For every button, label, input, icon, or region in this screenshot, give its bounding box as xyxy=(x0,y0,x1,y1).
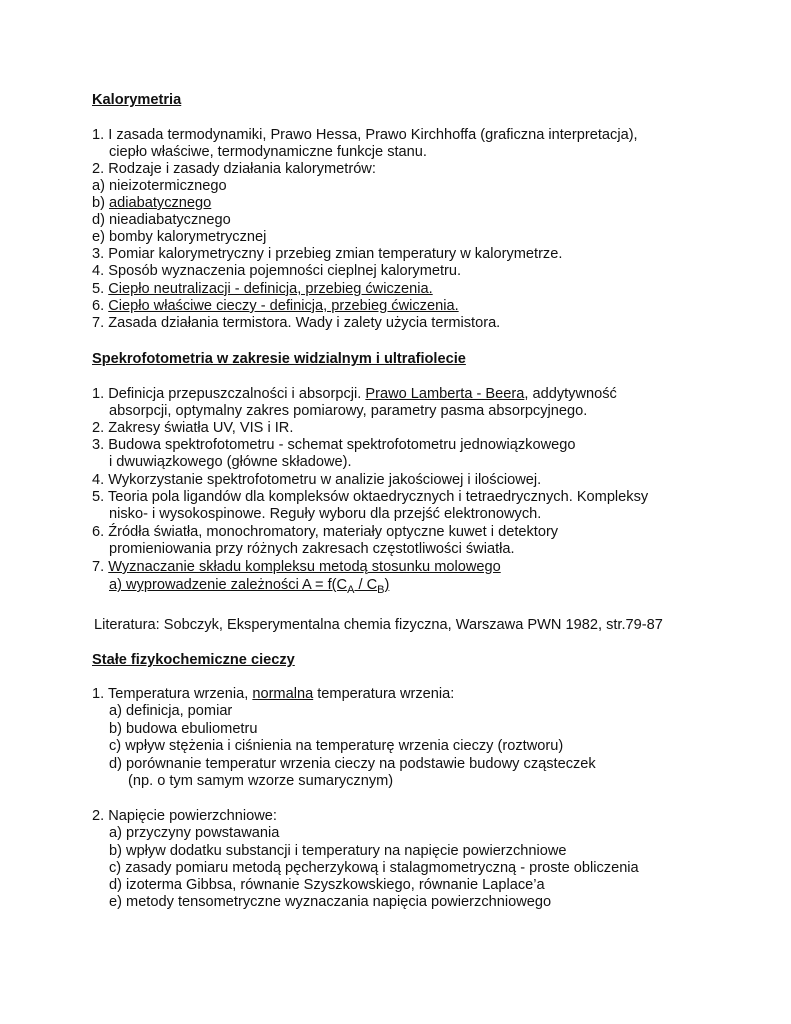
item-prefix: 5. xyxy=(92,281,109,297)
literature-reference: Literatura: Sobczyk, Eksperymentalna chemia fizyczna, Warszawa PWN 1982, str.79-87 xyxy=(94,617,663,633)
section-title-spektrofotometria: Spekrofotometria w zakresie widzialnym i ultrafiolecie xyxy=(92,351,466,367)
list-item: d) porównanie temperatur wrzenia cieczy na podstawie budowy cząsteczek xyxy=(109,756,596,772)
list-item: 5. Teoria pola ligandów dla kompleksów oktaedrycznych i tetraedrycznych. Kompleksy xyxy=(92,489,649,505)
list-item: i dwuwiązkowego (główne składowe). xyxy=(109,454,352,470)
list-item: 3. Pomiar kalorymetryczny i przebieg zmian temperatury w kalorymetrze. xyxy=(92,246,563,262)
underlined-term: adiabatycznego xyxy=(109,195,212,211)
subscript-b: B xyxy=(377,584,385,596)
subscript-a: A xyxy=(347,584,355,596)
underlined-term: normalna xyxy=(252,686,314,702)
list-item: d) izoterma Gibbsa, równanie Szyszkowskiego, równanie Laplace’a xyxy=(109,877,545,893)
item-prefix: 7. xyxy=(92,559,109,575)
underlined-term: Prawo Lamberta - Beera xyxy=(365,386,525,402)
list-item: e) metody tensometryczne wyznaczania napięcia powierzchniowego xyxy=(109,894,552,910)
list-item: nisko- i wysokospinowe. Reguły wyboru dla przejść elektronowych. xyxy=(109,506,542,522)
list-item: 4. Wykorzystanie spektrofotometru w analizie jakościowej i ilościowej. xyxy=(92,472,542,488)
list-item: a) nieizotermicznego xyxy=(92,178,227,194)
underlined-term: Wyznaczanie składu kompleksu metodą stosunku molowego xyxy=(108,559,501,575)
list-item xyxy=(92,281,433,298)
list-item: 1. I zasada termodynamiki, Prawo Hessa, Prawo Kirchhoffa (graficzna interpretacja), xyxy=(92,127,638,143)
list-item: 3. Budowa spektrofotometru - schemat spektrofotometru jednowiązkowego xyxy=(92,437,576,453)
section-title-kalorymetria: Kalorymetria xyxy=(92,92,182,108)
formula-divider: / C xyxy=(354,577,378,593)
list-item: a) przyczyny powstawania xyxy=(109,825,280,841)
list-item: c) wpływ stężenia i ciśnienia na temperaturę wrzenia cieczy (roztworu) xyxy=(109,738,564,754)
list-item: a) definicja, pomiar xyxy=(109,703,233,719)
item-prefix: 6. xyxy=(92,298,109,314)
item-suffix: , addytywność xyxy=(524,386,617,402)
list-item: 6. Źródła światła, monochromatory, materiały optyczne kuwet i detektory xyxy=(92,524,559,540)
item-prefix: b) xyxy=(92,195,110,211)
list-item: absorpcji, optymalny zakres pomiarowy, parametry pasma absorpcyjnego. xyxy=(109,403,588,419)
formula-close: ) xyxy=(384,577,390,593)
item-suffix: temperatura wrzenia: xyxy=(313,686,455,702)
list-item: b) wpływ dodatku substancji i temperatury na napięcie powierzchniowe xyxy=(109,843,567,859)
list-item xyxy=(92,386,617,403)
list-item: 4. Sposób wyznaczenia pojemności cieplnej kalorymetru. xyxy=(92,263,462,279)
list-item: ciepło właściwe, termodynamiczne funkcje stanu. xyxy=(109,144,427,160)
list-item xyxy=(92,686,454,703)
list-item xyxy=(92,195,211,212)
list-item: 2. Napięcie powierzchniowe: xyxy=(92,808,277,824)
list-item: (np. o tym samym wzorze sumarycznym) xyxy=(128,773,394,789)
list-item: e) bomby kalorymetrycznej xyxy=(92,229,267,245)
section-title-stale: Stałe fizykochemiczne cieczy xyxy=(92,652,295,668)
formula-text: a) wyprowadzenie zależności A = f(C xyxy=(109,577,348,593)
list-item: b) budowa ebuliometru xyxy=(109,721,258,737)
list-item: 2. Rodzaje i zasady działania kalorymetrów: xyxy=(92,161,376,177)
list-item: c) zasady pomiaru metodą pęcherzykową i stalagmometryczną - proste obliczenia xyxy=(109,860,639,876)
list-item xyxy=(92,298,459,315)
item-prefix: 1. Temperatura wrzenia, xyxy=(92,686,253,702)
list-item: 2. Zakresy światła UV, VIS i IR. xyxy=(92,420,294,436)
list-item: promieniowania przy różnych zakresach częstotliwości światła. xyxy=(109,541,515,557)
item-prefix: 1. Definicja przepuszczalności i absorpcji. xyxy=(92,386,366,402)
underlined-term: Ciepło właściwe cieczy - definicja, przebieg ćwiczenia. xyxy=(108,298,459,314)
underlined-term: Ciepło neutralizacji - definicja, przebieg ćwiczenia. xyxy=(108,281,433,297)
list-item: d) nieadiabatycznego xyxy=(92,212,231,228)
list-item xyxy=(92,559,501,576)
formula-line xyxy=(109,577,389,599)
list-item: 7. Zasada działania termistora. Wady i zalety użycia termistora. xyxy=(92,315,501,331)
